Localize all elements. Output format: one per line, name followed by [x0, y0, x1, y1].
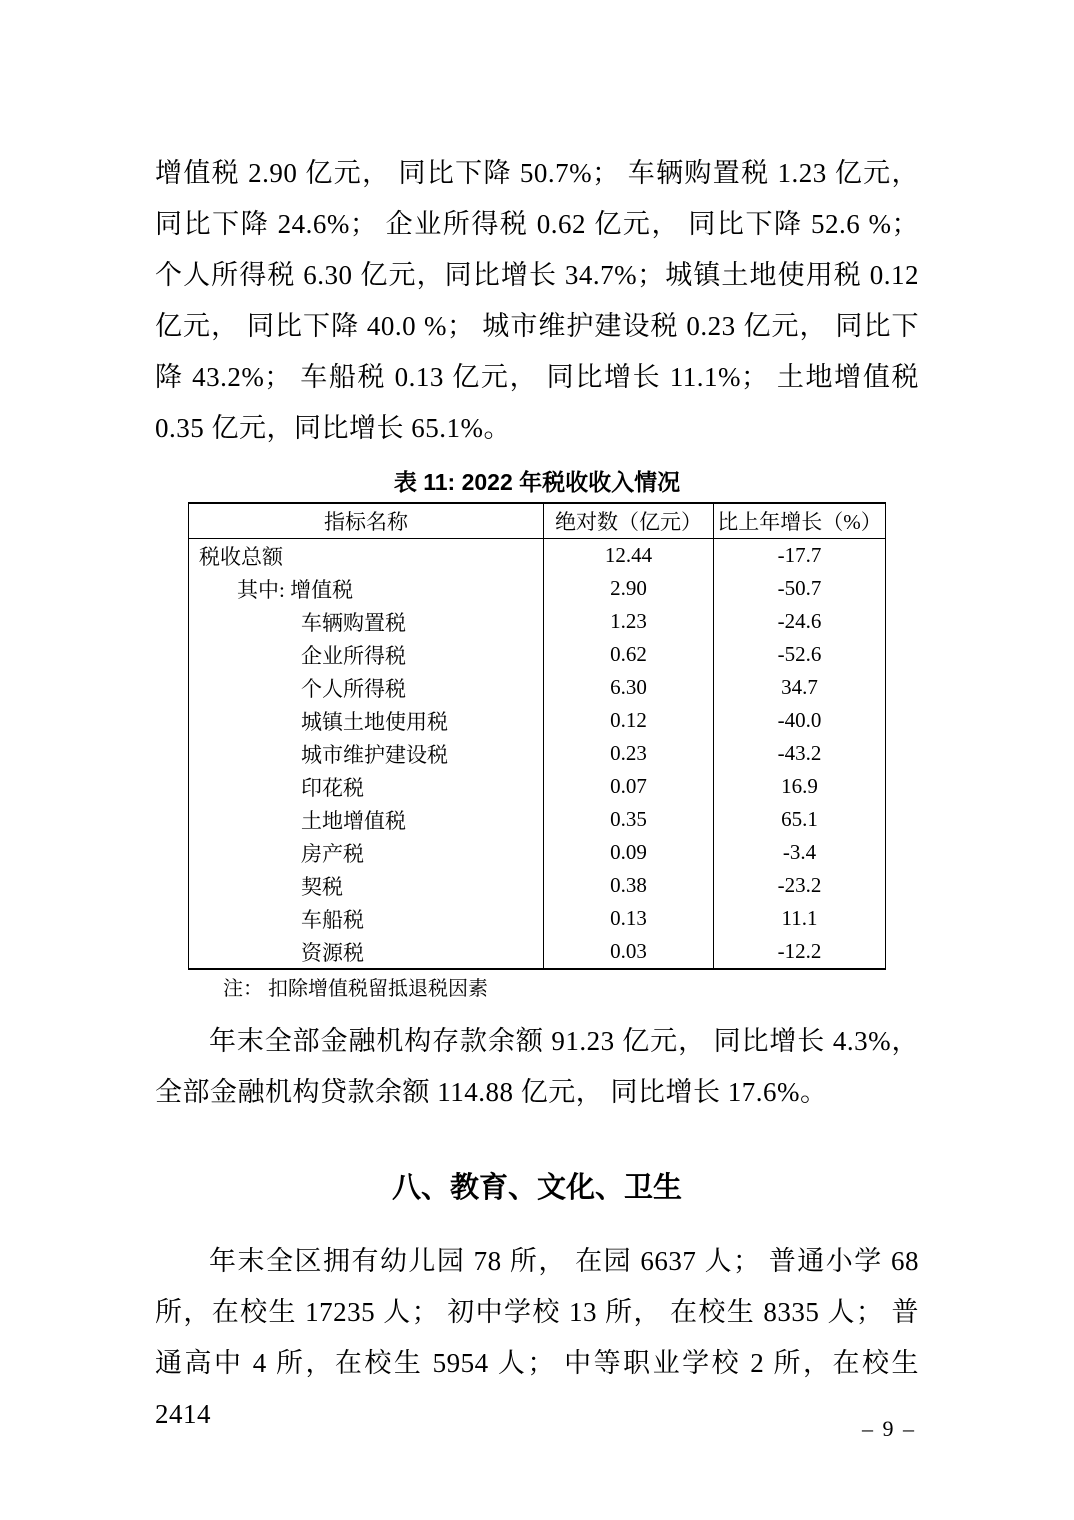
tax-revenue-table: [188, 502, 886, 970]
row-growth-value: -3.4: [714, 836, 886, 869]
table-row: [189, 737, 886, 770]
table-row: [189, 572, 886, 605]
table-note: 注： 扣除增值税留抵退税因素: [223, 978, 488, 1000]
table-row: [189, 902, 886, 935]
table-header-row: [189, 503, 886, 539]
row-absolute-value: 0.03: [544, 935, 714, 969]
row-absolute-value: 2.90: [544, 572, 714, 605]
row-absolute-value: 6.30: [544, 671, 714, 704]
row-absolute-value: 0.13: [544, 902, 714, 935]
table-row: [189, 605, 886, 638]
table-row: [189, 836, 886, 869]
row-indicator-label: 车辆购置税: [301, 610, 406, 635]
row-growth-value: -52.6: [714, 638, 886, 671]
row-growth-value: 16.9: [714, 770, 886, 803]
table-row: [189, 770, 886, 803]
table-row: [189, 869, 886, 902]
row-indicator-label: 其中: 增值税: [237, 577, 354, 602]
row-indicator-label: 印花税: [301, 775, 364, 800]
table-row: [189, 671, 886, 704]
col-header-indicator: 指标名称: [189, 503, 544, 539]
row-absolute-value: 0.07: [544, 770, 714, 803]
row-indicator-label: 个人所得税: [301, 676, 406, 701]
row-absolute-value: 12.44: [544, 539, 714, 573]
education-paragraph: 年末全区拥有幼儿园 78 所， 在园 6637 人； 普通小学 68 所，在校生 17235 人； 初中学校 13 所， 在校生 8335 人； 普通高中 4 所，在校生 5954 人； 中等职业学校 2 所，在校生 2414: [155, 1246, 919, 1429]
table-row: [189, 638, 886, 671]
row-growth-value: -23.2: [714, 869, 886, 902]
row-indicator-label: 城市维护建设税: [301, 742, 448, 767]
row-growth-value: 34.7: [714, 671, 886, 704]
row-growth-value: 11.1: [714, 902, 886, 935]
tax-detail-paragraph: 增值税 2.90 亿元， 同比下降 50.7%； 车辆购置税 1.23 亿元，同比下降 24.6%； 企业所得税 0.62 亿元， 同比下降 52.6 %； 个人所得税 6.30 亿元，同比增长 34.7%；城镇土地使用税 0.12 亿元， 同比下降 40.0 %； 城市维护建设税 0.23 亿元， 同比下降 43.2%； 车船税 0.13 亿元， 同比增长 11.1%； 土地增值税 0.35 亿元，同比增长 65.1%。: [155, 158, 919, 443]
row-indicator-label: 资源税: [301, 940, 364, 965]
row-absolute-value: 1.23: [544, 605, 714, 638]
row-indicator-label: 税收总额: [199, 544, 283, 569]
row-indicator-label: 城镇土地使用税: [301, 709, 448, 734]
row-growth-value: -24.6: [714, 605, 886, 638]
finance-paragraph: 年末全部金融机构存款余额 91.23 亿元， 同比增长 4.3%，全部金融机构贷款余额 114.88 亿元， 同比增长 17.6%。: [155, 1026, 919, 1107]
row-indicator-label: 企业所得税: [301, 643, 406, 668]
row-absolute-value: 0.12: [544, 704, 714, 737]
row-indicator-label: 房产税: [301, 841, 364, 866]
row-absolute-value: 0.38: [544, 869, 714, 902]
section-heading-education-culture-health: 八、教育、文化、卫生: [391, 1172, 682, 1204]
row-absolute-value: 0.35: [544, 803, 714, 836]
row-growth-value: -43.2: [714, 737, 886, 770]
row-absolute-value: 0.62: [544, 638, 714, 671]
row-absolute-value: 0.09: [544, 836, 714, 869]
row-indicator-label: 土地增值税: [301, 808, 406, 833]
row-indicator-label: 车船税: [301, 907, 364, 932]
row-growth-value: -50.7: [714, 572, 886, 605]
row-growth-value: -40.0: [714, 704, 886, 737]
row-absolute-value: 0.23: [544, 737, 714, 770]
row-growth-value: -17.7: [714, 539, 886, 573]
row-indicator-label: 契税: [301, 874, 343, 899]
table-row: [189, 935, 886, 969]
row-growth-value: -12.2: [714, 935, 886, 969]
table-row: [189, 803, 886, 836]
table-title: 表 11: 2022 年税收收入情况: [393, 469, 681, 495]
row-growth-value: 65.1: [714, 803, 886, 836]
col-header-growth: 比上年增长（%）: [714, 503, 886, 539]
page-number: – 9 –: [862, 1416, 916, 1441]
table-row: [189, 704, 886, 737]
table-row: [189, 539, 886, 573]
col-header-absolute: 绝对数（亿元）: [544, 503, 714, 539]
